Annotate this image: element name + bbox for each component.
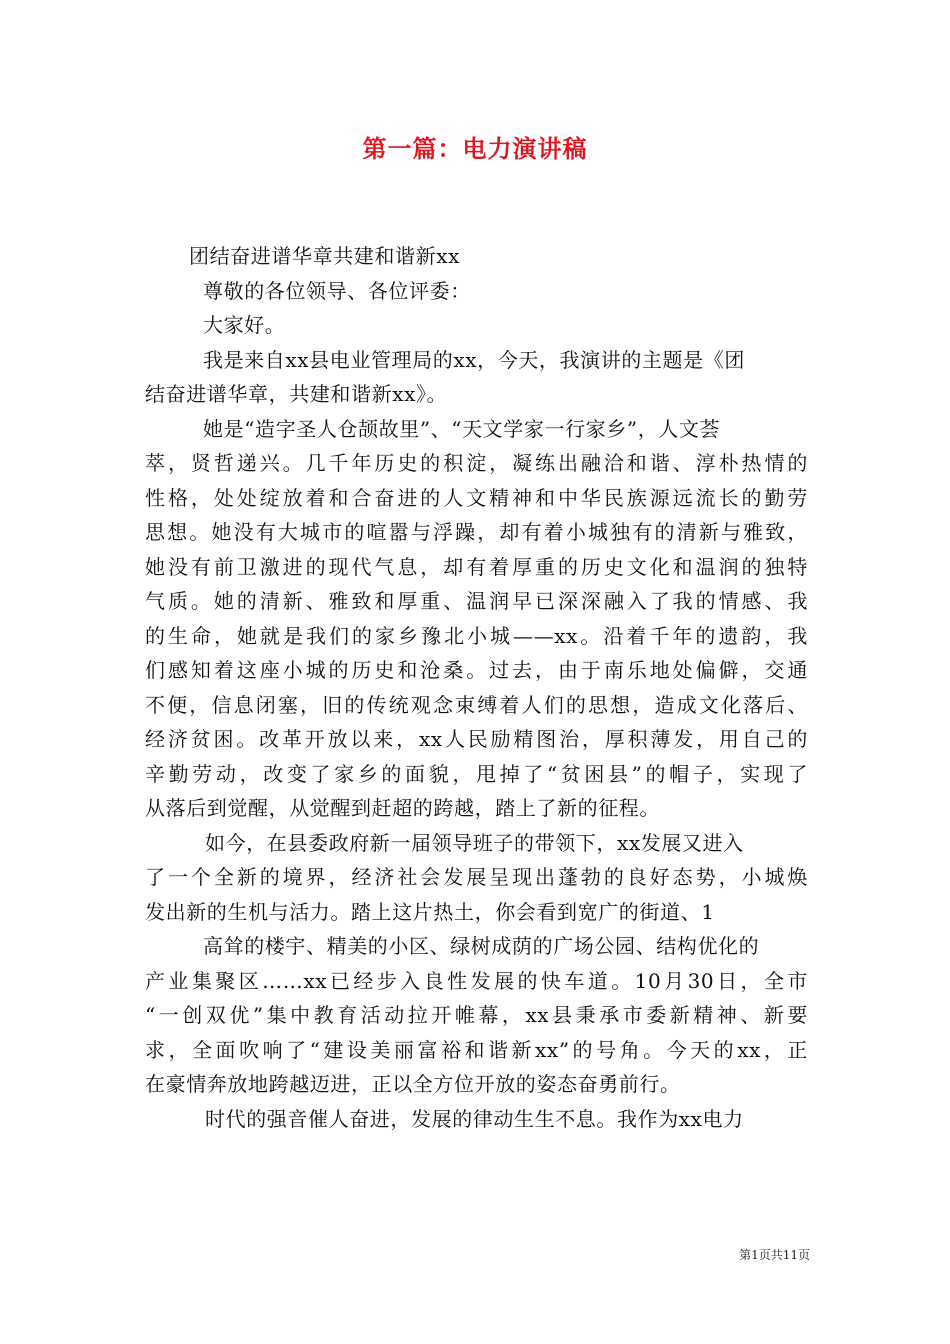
- text-line: 如今，在县委政府新一届领导班子的带领下，xx发展又进入: [205, 830, 744, 855]
- text-line: 我是来自xx县电业管理局的xx，今天，我演讲的主题是《团: [203, 347, 745, 372]
- text-line: 产业集聚区……xx已经步入良性发展的快车道。10月30日，全市: [145, 968, 808, 993]
- text-line: 了一个全新的境界，经济社会发展呈现出蓬勃的良好态势，小城焕: [145, 865, 808, 889]
- text-line: 在豪情奔放地跨越迈进，正以全方位开放的姿态奋勇前行。: [145, 1072, 681, 1096]
- text-line: 时代的强音催人奋进，发展的律动生生不息。我作为xx电力: [205, 1106, 744, 1131]
- text-line: 她是“造字圣人仓颉故里”、“天文学家一行家乡”，人文荟: [203, 416, 721, 441]
- text-line: 结奋进谱华章，共建和谐新xx》。: [145, 382, 448, 406]
- text-line: 们感知着这座小城的历史和沧桑。过去，由于南乐地处偏僻，交通: [145, 658, 808, 682]
- text-line: 经济贫困。改革开放以来，xx人民励精图治，厚积薄发，用自己的: [145, 727, 808, 751]
- page-number: 第1页共11页: [739, 1248, 810, 1262]
- text-line: 团结奋进谱华章共建和谐新xx: [189, 244, 460, 268]
- text-line: 气质。她的清新、雅致和厚重、温润早已深深融入了我的情感、我: [145, 589, 808, 613]
- text-line: 发出新的生机与活力。踏上这片热土，你会看到宽广的街道、1: [145, 899, 715, 924]
- text-line: 不便，信息闭塞，旧的传统观念束缚着人们的思想，造成文化落后、: [145, 692, 808, 717]
- text-line: 的生命，她就是我们的家乡豫北小城——xx。沿着千年的遗韵，我: [145, 623, 808, 648]
- text-line: 高耸的楼宇、精美的小区、绿树成荫的广场公园、结构优化的: [203, 934, 760, 958]
- text-line: 大家好。: [203, 313, 286, 337]
- text-line: 求，全面吹响了“建设美丽富裕和谐新xx”的号角。今天的xx，正: [145, 1037, 808, 1062]
- text-line: 思想。她没有大城市的喧嚣与浮躁，却有着小城独有的清新与雅致，: [145, 520, 808, 544]
- text-line: 尊敬的各位领导、各位评委：: [203, 278, 471, 303]
- document-body: [145, 239, 808, 1136]
- text-line: 性格，处处绽放着和合奋进的人文精神和中华民族源远流长的勤劳: [145, 485, 808, 510]
- text-line: 从落后到觉醒，从觉醒到赶超的跨越，踏上了新的征程。: [145, 796, 660, 820]
- text-line: 辛勤劳动，改变了家乡的面貌，甩掉了“贫困县”的帽子，实现了: [145, 761, 808, 786]
- text-line: 萃，贤哲递兴。几千年历史的积淀，凝练出融洽和谐、淳朴热情的: [145, 451, 808, 475]
- text-line: 她没有前卫激进的现代气息，却有着厚重的历史文化和温润的独特: [145, 554, 808, 579]
- document-title: 第一篇：电力演讲稿: [362, 135, 588, 163]
- text-line: “一创双优”集中教育活动拉开帷幕，xx县秉承市委新精神、新要: [145, 1003, 808, 1027]
